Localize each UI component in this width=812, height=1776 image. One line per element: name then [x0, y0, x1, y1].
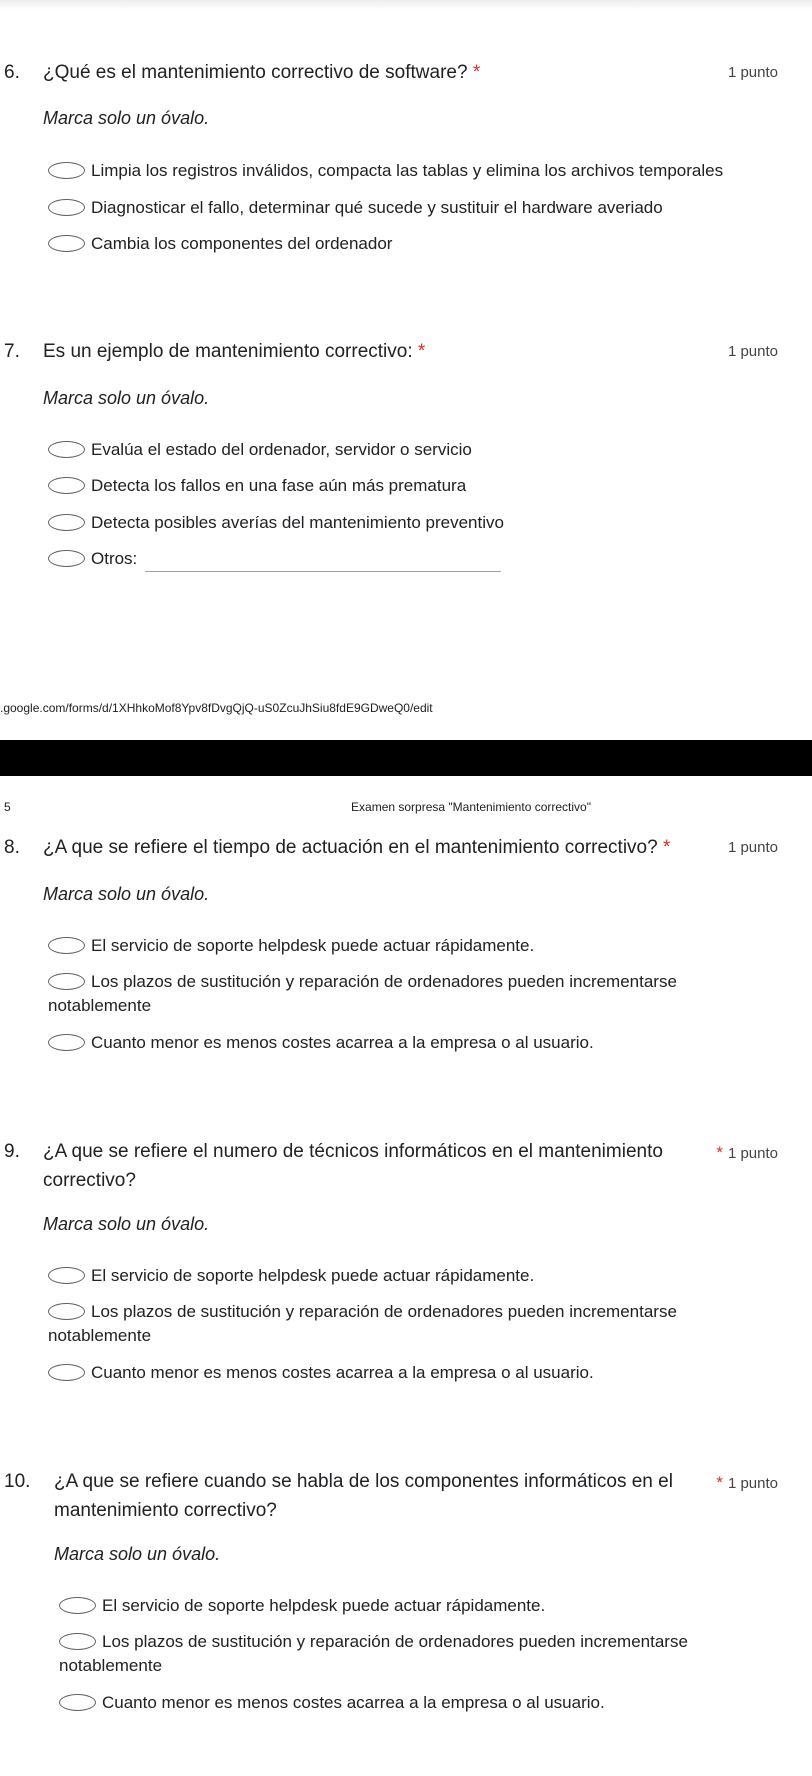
option[interactable]: Cuanto menor es menos costes acarrea a la empresa o al usuario.: [48, 1031, 788, 1055]
radio-oval[interactable]: [48, 514, 85, 531]
question-number: 9.: [4, 1141, 20, 1162]
question-number: 8.: [4, 837, 20, 858]
option[interactable]: Detecta los fallos en una fase aún más prematura: [48, 474, 788, 498]
radio-oval[interactable]: [59, 1597, 96, 1614]
radio-oval[interactable]: [48, 1267, 85, 1284]
radio-oval[interactable]: [48, 1303, 85, 1320]
option[interactable]: Evalúa el estado del ordenador, servidor o servicio: [48, 438, 788, 462]
option[interactable]: Cuanto menor es menos costes acarrea a la empresa o al usuario.: [48, 1361, 788, 1385]
radio-oval[interactable]: [48, 1034, 85, 1051]
question-number: 10.: [4, 1471, 31, 1492]
option[interactable]: Diagnosticar el fallo, determinar qué sucede y sustituir el hardware averiado: [48, 196, 788, 220]
option[interactable]: Los plazos de sustitución y reparación de ordenadores pueden incrementarse notablemente: [48, 972, 677, 1015]
option[interactable]: El servicio de soporte helpdesk puede actuar rápidamente.: [48, 934, 788, 958]
radio-oval[interactable]: [48, 162, 85, 179]
question-title: ¿A que se refiere el numero de técnicos informáticos en el mantenimiento correctivo?: [43, 1141, 663, 1191]
page-url: .google.com/forms/d/1XHhkoMof8Ypv8fDvgQjQ-uS0ZcuJhSiu8fdE9GDweQ0/edit: [0, 701, 433, 715]
radio-oval[interactable]: [59, 1633, 96, 1650]
question-points: * 1 punto: [716, 1143, 778, 1162]
option[interactable]: Cambia los componentes del ordenador: [48, 232, 788, 256]
question-title: ¿A que se refiere el tiempo de actuación en el mantenimiento correctivo? *: [43, 837, 671, 858]
radio-oval[interactable]: [59, 1694, 96, 1711]
question-number: 7.: [4, 341, 20, 362]
top-shadow: [0, 0, 812, 10]
radio-oval[interactable]: [48, 973, 85, 990]
option[interactable]: Limpia los registros inválidos, compacta las tablas y elimina los archivos temporales: [48, 159, 788, 183]
radio-oval[interactable]: [48, 1364, 85, 1381]
question-hint: Marca solo un óvalo.: [43, 108, 210, 128]
question-points: 1 punto: [727, 343, 778, 360]
question-hint: Marca solo un óvalo.: [43, 884, 210, 904]
option[interactable]: Cuanto menor es menos costes acarrea a la empresa o al usuario.: [59, 1691, 799, 1715]
radio-oval[interactable]: [48, 550, 85, 567]
option[interactable]: Los plazos de sustitución y reparación de ordenadores pueden incrementarse notablemente: [48, 1302, 677, 1345]
question-number: 6.: [4, 62, 20, 83]
option-other[interactable]: Otros:: [48, 547, 788, 572]
question-points: 1 punto: [727, 839, 778, 856]
option[interactable]: El servicio de soporte helpdesk puede actuar rápidamente.: [59, 1594, 799, 1618]
radio-oval[interactable]: [48, 235, 85, 252]
page-number: 5: [4, 800, 11, 814]
question-hint: Marca solo un óvalo.: [54, 1544, 221, 1564]
option[interactable]: Los plazos de sustitución y reparación de ordenadores pueden incrementarse notablemente: [59, 1632, 688, 1675]
other-text-input[interactable]: [145, 557, 501, 572]
question-title: ¿A que se refiere cuando se habla de los componentes informáticos en el mantenimiento correctivo?: [54, 1471, 673, 1521]
option[interactable]: Detecta posibles averías del mantenimiento preventivo: [48, 511, 788, 535]
radio-oval[interactable]: [48, 199, 85, 216]
question-hint: Marca solo un óvalo.: [43, 388, 210, 408]
question-hint: Marca solo un óvalo.: [43, 1214, 210, 1234]
radio-oval[interactable]: [48, 937, 85, 954]
page-header-title: Examen sorpresa "Mantenimiento correctivo": [351, 800, 591, 814]
radio-oval[interactable]: [48, 477, 85, 494]
question-points: 1 punto: [727, 64, 778, 81]
option[interactable]: El servicio de soporte helpdesk puede actuar rápidamente.: [48, 1264, 788, 1288]
question-points: * 1 punto: [716, 1473, 778, 1492]
radio-oval[interactable]: [48, 441, 85, 458]
question-title: Es un ejemplo de mantenimiento correctivo: *: [43, 341, 426, 362]
page-break-bar: [0, 740, 812, 776]
question-title: ¿Qué es el mantenimiento correctivo de software? *: [43, 62, 481, 83]
